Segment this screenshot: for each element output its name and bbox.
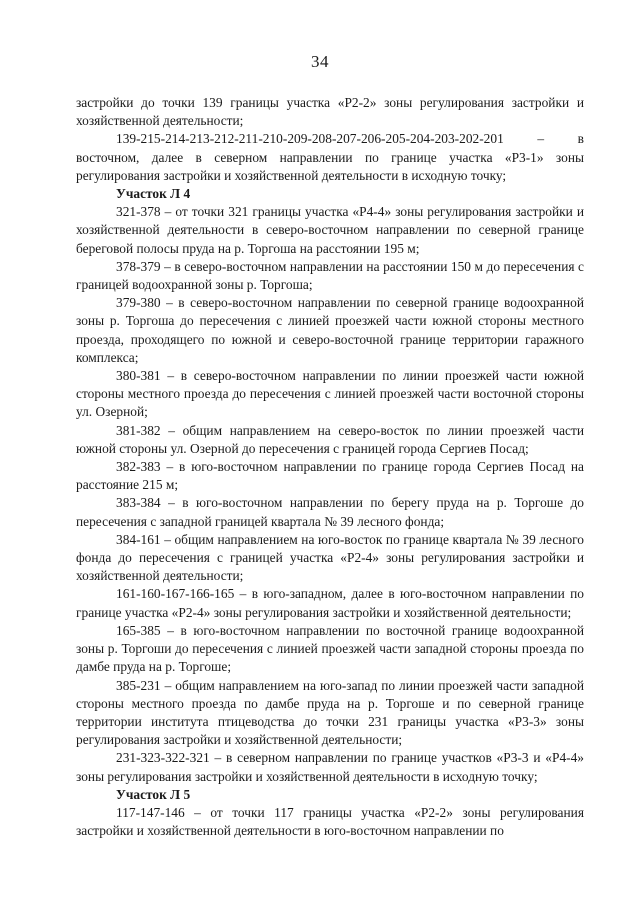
paragraph: 379-380 – в северо-восточном направлении по северной границе водоохранной зоны р. Торгоша до пересечения с линией проезжей части южной стороны местного проезда, проходящего по южной и северо-восточной границе территории гаражного комплекса;	[76, 295, 584, 365]
paragraph: 117-147-146 – от точки 117 границы участка «Р2-2» зоны регулирования застройки и хозяйственной деятельности в юго-восточном направлении по	[76, 804, 584, 839]
paragraph: 321-378 – от точки 321 границы участка «Р4-4» зоны регулирования застройки и хозяйственной деятельности в северо-восточном направлении по северной границе береговой полосы пруда на р. Торгоша на расстоянии 195 м;	[76, 204, 584, 256]
paragraph: 382-383 – в юго-восточном направлении по границе города Сергиев Посад на расстояние 215 м;	[76, 459, 584, 493]
paragraph: застройки до точки 139 границы участка «Р2-2» зоны регулирования застройки и хозяйственной деятельности;	[76, 95, 584, 129]
paragraph: 383-384 – в юго-восточном направлении по берегу пруда на р. Торгоше до пересечения с западной границей квартала № 39 лесного фонда;	[76, 495, 584, 529]
paragraph: 378-379 – в северо-восточном направлении на расстоянии 150 м до пересечения с границей водоохранной зоны р. Торгоша;	[76, 258, 584, 293]
paragraph: 231-323-322-321 – в северном направлении по границе участков «Р3-3 и «Р4-4» зоны регулирования застройки и хозяйственной деятельности в исходную точку;	[76, 750, 584, 784]
paragraph: 139-215-214-213-212-211-210-209-208-207-206-205-204-203-202-201 – в восточном, далее в северном направлении по границе участка «Р3-1» зоны регулирования застройки и хозяйственной деятельности в исходную точку;	[76, 131, 584, 183]
paragraph: 161-160-167-166-165 – в юго-западном, далее в юго-восточном направлении по границе участка «Р2-4» зоны регулирования застройки и хозяйственной деятельности;	[76, 586, 584, 620]
paragraph: 385-231 – общим направлением на юго-запад по линии проезжей части западной стороны местного проезда по дамбе пруда на р. Торгоше и по северной границе территории института птицеводства до точки 231 границы участка «Р3-3» зоны регулирования застройки и хозяйственной деятельности;	[76, 677, 584, 748]
paragraph: 381-382 – общим направлением на северо-восток по линии проезжей части южной стороны ул. Озерной до пересечения с границей города Сергиев Посад;	[76, 422, 584, 456]
paragraph: 380-381 – в северо-восточном направлении по линии проезжей части южной стороны местного проезда до пересечения с линией проезжей части восточной стороны ул. Озерной;	[76, 368, 584, 420]
page-number: 34	[311, 52, 329, 71]
paragraph: 384-161 – общим направлением на юго-восток по границе квартала № 39 лесного фонда до пересечения с границей участка «Р2-4» зоны регулирования застройки и хозяйственной деятельности;	[76, 531, 584, 584]
section-heading: Участок Л 5	[116, 786, 191, 802]
paragraph: 165-385 – в юго-восточном направлении по восточной границе водоохранной зоны р. Торгоши до пересечения с линией проезжей части западной стороны проезда по дамбе пруда на р. Торгоше;	[76, 622, 584, 675]
section-heading: Участок Л 4	[116, 186, 191, 202]
document-body	[76, 94, 584, 840]
